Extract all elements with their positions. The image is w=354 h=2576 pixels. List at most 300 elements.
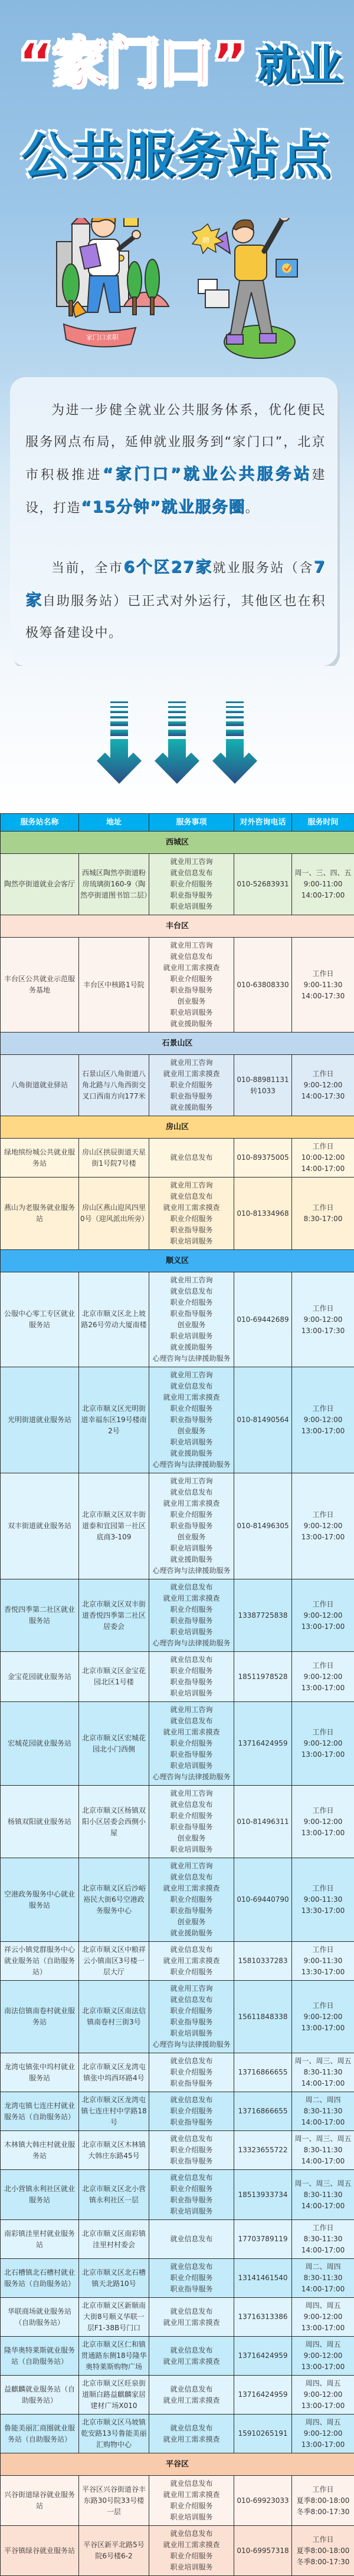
station-name: 北石槽镇北石槽村就业服务站（自助服务站） (1, 2259, 79, 2298)
station-hours-line: 14:00-17:00 (293, 2245, 353, 2256)
station-address: 北京市顺义区光明街道幸福东区19号楼南2号 (79, 1367, 149, 1473)
station-hours-line: 14:00-17:00 (293, 2078, 353, 2089)
station-address: 西城区陶然亭街道粉房琉璃街160-9（陶然亭街道图书馆二层） (79, 854, 149, 915)
station-services-line: 职业介绍服务 (150, 1080, 232, 1091)
station-services-line: 心理咨询与法律援助服务 (150, 1565, 232, 1576)
table-row (1, 1272, 354, 1367)
station-services-line: 职业介绍服务 (150, 1894, 232, 1905)
station-services-line: 创业服务 (150, 1833, 232, 1844)
station-name: 杨镇双阳就业服务站 (1, 1786, 79, 1858)
title-line-1 (12, 37, 348, 91)
station-hours (292, 2337, 354, 2376)
station-services-line: 就业信息发布 (150, 2172, 232, 2184)
station-phone: 010-81496311 (234, 1786, 292, 1858)
station-hours-line: 周四、周五 (293, 2300, 353, 2311)
station-services (149, 2259, 234, 2298)
station-services-line: 职业介绍服务 (150, 1967, 232, 1978)
station-hours-line: 9:00-11:00 (293, 879, 353, 890)
station-services-line: 职业介绍服务 (150, 2145, 232, 2156)
station-services-line: 创业服务 (150, 1917, 232, 1928)
station-hours-line: 9:00-12:00 (293, 2011, 353, 2023)
envelope-icon (124, 218, 138, 226)
station-services-line: 职业介绍服务 (150, 2272, 232, 2284)
station-hours-line: 工作日 (293, 1805, 353, 1816)
station-name: 陶然亭街道就业会客厅 (1, 854, 79, 915)
station-services-line: 职业介绍服务 (150, 1213, 232, 1225)
table-row (1, 1177, 354, 1250)
station-name: 燕山为老服务就业服务站 (1, 1177, 79, 1250)
station-phone: 13716866655 (234, 2053, 292, 2092)
station-hours-line: 周二、周四 (293, 2095, 353, 2106)
district-name: 房山区 (1, 1116, 354, 1139)
station-phone: 010-69923033 (234, 2476, 292, 2526)
station-services (149, 938, 234, 1033)
station-name: 空港政务服务中心就业服务站 (1, 1858, 79, 1942)
station-services-line: 心理咨询与法律援助服务 (150, 1638, 232, 1649)
station-hours-line: 9:00-12:00 (293, 2311, 353, 2323)
station-hours-line: 周一、周三、周五 (293, 2056, 353, 2067)
station-phone: 13716424959 (234, 2376, 292, 2415)
station-hours-line: 8:30-11:30 (293, 2189, 353, 2201)
station-services-line: 就业用工需求摸查 (150, 2317, 232, 2328)
station-address: 平谷区兴谷街道谷丰东路30号院33号楼一层 (79, 2476, 149, 2526)
table-header-row (1, 814, 354, 832)
station-services (149, 1942, 234, 1981)
svg-text:家门口求职: 家门口求职 (86, 333, 119, 341)
station-services-line: 心理咨询与法律援助服务 (150, 1353, 232, 1364)
station-services (149, 2220, 234, 2259)
station-services-line: 就业信息发布 (150, 1944, 232, 1955)
station-hours-line: 工作日 (293, 1303, 353, 1314)
station-hours-line: 13:30-17:00 (293, 1967, 353, 1978)
station-services-line: 心理咨询与法律援助服务 (150, 1459, 232, 1470)
station-hours-line: 13:00-17:00 (293, 1683, 353, 1694)
table-row (1, 2526, 354, 2576)
station-address: 丰台区中核路1号院 (79, 938, 149, 1033)
station-hours-line: 13:00-17:00 (293, 1621, 353, 1632)
station-services-line: 职业指导服务 (150, 1822, 232, 1833)
station-services-line: 创业服务 (150, 1426, 232, 1437)
station-name: 益麒麟就业服务站（自助服务站） (1, 2376, 79, 2415)
table-row (1, 2298, 354, 2337)
station-services (149, 2053, 234, 2092)
station-services-line: 就业用工需求摸查 (150, 1593, 232, 1604)
station-hours (292, 1702, 354, 1786)
station-phone: 13716313386 (234, 2298, 292, 2337)
station-phone: 010-63808330 (234, 938, 292, 1033)
table-row (1, 2092, 354, 2131)
station-phone: 18513933734 (234, 2170, 292, 2220)
station-hours (292, 2170, 354, 2220)
intro-text: 。 (245, 501, 260, 516)
station-services-line: 职业培训服务 (150, 1543, 232, 1554)
station-hours-line: 9:00-12:00 (293, 2350, 353, 2361)
station-address: 北京市顺义区南法信镇南卷村三街3号 (79, 1981, 149, 2053)
station-hours-line: 冬季8:00-17:30 (293, 2557, 353, 2568)
recruit-badge-icon (192, 224, 223, 253)
station-services-line: 就业信息发布 (150, 2095, 232, 2106)
station-services-line: 就业信息发布 (150, 2234, 232, 2245)
station-hours (292, 2259, 354, 2298)
station-services-line: 就业用工需求摸查 (150, 1392, 232, 1403)
station-hours-line: 9:00-12:00 (293, 1816, 353, 1828)
station-phone: 15810337283 (234, 1942, 292, 1981)
station-hours-line: 8:30-11:30 (293, 2067, 353, 2078)
station-hours (292, 1055, 354, 1116)
district-name: 石景山区 (1, 1033, 354, 1055)
station-services-line: 职业指导服务 (150, 2156, 232, 2167)
station-services-line: 就业用工咨询 (150, 1704, 232, 1716)
station-address: 北京市顺义区双丰街道香悦四季第二社区居委会 (79, 1579, 149, 1652)
station-hours-line: 8:30-11:30 (293, 2145, 353, 2156)
station-hours-line: 工作日 (293, 1068, 353, 1080)
ribbon-banner (64, 324, 136, 347)
station-hours-line: 周四、周五 (293, 2339, 353, 2350)
intro-highlight: 6个区27家 (123, 558, 212, 576)
station-services (149, 2526, 234, 2576)
station-services (149, 2170, 234, 2220)
station-services-line: 就业援助服务 (150, 1102, 232, 1113)
station-services-line: 职业介绍服务 (150, 2501, 232, 2512)
station-address: 北京市顺义区仁和镇贯通路东侧18号隆华奥特莱斯购物广场 (79, 2337, 149, 2376)
station-services-line: 职业培训服务 (150, 2512, 232, 2523)
station-services-line: 职业指导服务 (150, 1414, 232, 1426)
district-header-row (1, 915, 354, 938)
station-hours-line: 14:00-17:00 (293, 2156, 353, 2167)
station-hours-line: 9:00-12:00 (293, 1414, 353, 1426)
station-services-line: 创业服务 (150, 1320, 232, 1331)
station-address: 北京市顺义区北上坡路26号劳动大厦南楼 (79, 1272, 149, 1367)
table-row (1, 2337, 354, 2376)
station-name: 双丰街道就业服务站 (1, 1473, 79, 1579)
station-services-line: 创业服务 (150, 996, 232, 1007)
col-header-address: 地址 (79, 814, 149, 832)
station-services-line: 职业培训服务 (150, 1007, 232, 1018)
district-name: 平谷区 (1, 2453, 354, 2476)
station-phone: 010-81496305 (234, 1473, 292, 1579)
station-hours-line: 9:00-11:30 (293, 1894, 353, 1905)
station-hours-line: 9:00-12:00 (293, 2428, 353, 2439)
station-hours (292, 1579, 354, 1652)
station-hours-line: 工作日 (293, 1509, 353, 1520)
station-services-line: 就业信息发布 (150, 2056, 232, 2067)
title-red-text: “家门口” (18, 37, 247, 91)
station-hours (292, 1177, 354, 1250)
station-services-line: 就业信息发布 (150, 1994, 232, 2006)
col-header-hours: 服务时间 (292, 814, 354, 832)
station-name: 北小营镇永利社区就业服务站 (1, 2170, 79, 2220)
station-services-line: 就业用工咨询 (150, 1861, 232, 1872)
station-services-line: 就业用工需求摸查 (150, 2434, 232, 2445)
station-services-line: 职业培训服务 (150, 1844, 232, 1855)
table-row (1, 2476, 354, 2526)
station-services-line: 就业用工需求摸查 (150, 962, 232, 974)
station-hours (292, 1473, 354, 1579)
station-services-line: 职业培训服务 (150, 901, 232, 912)
station-hours-line: 14:00-17:00 (293, 2117, 353, 2128)
station-services-line: 职业培训服务 (150, 1627, 232, 1638)
district-header-row (1, 1250, 354, 1272)
station-address: 北京市顺义区双丰街道泰和宜园第一社区底商3-109 (79, 1473, 149, 1579)
table-row (1, 2259, 354, 2298)
station-hours-line: 8:30-11:30 (293, 2234, 353, 2245)
station-services-line: 职业介绍服务 (150, 1604, 232, 1615)
station-name: 宏城花园就业服务站 (1, 1702, 79, 1786)
station-hours-line: 9:00-11:30 (293, 1955, 353, 1967)
station-hours-line: 13:00-17:00 (293, 1749, 353, 1760)
station-hours-line: 9:00-12:00 (293, 1738, 353, 1749)
station-services-line: 职业介绍服务 (150, 2184, 232, 2195)
station-name: 隆华奥特莱斯就业服务站（自助服务站） (1, 2337, 79, 2376)
station-address: 北京市顺义区北小营镇永利社区一层 (79, 2170, 149, 2220)
station-services-line: 就业信息发布 (150, 2306, 232, 2317)
district-header-row (1, 1116, 354, 1139)
station-services-line: 就业援助服务 (150, 1018, 232, 1030)
station-services-line: 就业信息发布 (150, 2345, 232, 2356)
station-hours-line: 9:00-11:30 (293, 979, 353, 991)
station-hours-line: 14:00-17:30 (293, 1091, 353, 1102)
station-services (149, 2476, 234, 2526)
station-services (149, 1139, 234, 1177)
col-header-name: 服务站名称 (1, 814, 79, 832)
station-services-line: 职业培训服务 (150, 2206, 232, 2217)
intro-text: 为进一步健全就业公共服务体系，优化便民服务网点布局，延伸就业服务到“家门口”，北京市积极推进 (25, 403, 326, 483)
arrow-down-icon (212, 701, 257, 784)
station-hours-line: 工作日 (293, 2534, 353, 2545)
station-name: 丰台区公共就业示范服务基地 (1, 938, 79, 1033)
station-address: 北京市顺义区后沙峪裕民大街6号空港政务服务中心 (79, 1858, 149, 1942)
station-hours-line: 工作日 (293, 1883, 353, 1894)
station-hours-line: 13:00-17:00 (293, 1532, 353, 1543)
station-hours-line: 14:00-17:00 (293, 2284, 353, 2295)
station-services-line: 职业介绍服务 (150, 974, 232, 985)
station-phone: 010-69442689 (234, 1272, 292, 1367)
station-services (149, 1177, 234, 1250)
station-address: 房山区燕山迎风四里0号（迎风派出所旁） (79, 1177, 149, 1250)
station-services-line: 职业指导服务 (150, 1749, 232, 1760)
station-name: 绿地缤纷城公共就业服务站 (1, 1139, 79, 1177)
station-services-line: 就业用工需求摸查 (150, 1883, 232, 1894)
intro-text: 就业服务站（含 (212, 561, 313, 576)
station-phone: 010-69957318 (234, 2526, 292, 2576)
station-address: 北京市顺义区北石槽镇天北路10号 (79, 2259, 149, 2298)
arrow-down-icon (97, 701, 142, 784)
station-address: 房山区拱辰街道天星街1号院7号楼 (79, 1139, 149, 1177)
station-hours-line: 9:00-12:00 (293, 2389, 353, 2400)
table-row (1, 1702, 354, 1786)
station-hours (292, 2092, 354, 2131)
station-name: 香悦四季第二社区就业服务站 (1, 1579, 79, 1652)
station-services-line: 就业信息发布 (150, 2423, 232, 2434)
station-name: 鲁能美丽汇商圈就业服务站（自助服务站） (1, 2415, 79, 2453)
station-name: 光明街道就业服务站 (1, 1367, 79, 1473)
station-hours-line: 8:30-11:30 (293, 2272, 353, 2284)
station-hours-line: 工作日 (293, 968, 353, 979)
table-row (1, 1942, 354, 1981)
station-services-line: 就业用工咨询 (150, 940, 232, 951)
station-services (149, 1702, 234, 1786)
station-hours-line: 9:00-12:00 (293, 1314, 353, 1325)
station-services-line: 就业信息发布 (150, 1152, 232, 1163)
station-services-line: 职业介绍服务 (150, 1810, 232, 1822)
district-name: 西城区 (1, 832, 354, 854)
station-hours (292, 2476, 354, 2526)
station-hours (292, 2415, 354, 2453)
table-row (1, 1139, 354, 1177)
station-hours-line: 工作日 (293, 1141, 353, 1152)
station-name: 兴谷街道绿谷就业服务站 (1, 2476, 79, 2526)
station-services-line: 职业培训服务 (150, 1236, 232, 1247)
station-services (149, 1579, 234, 1652)
job-seekers-illustration (0, 218, 354, 377)
station-services-line: 就业用工咨询 (150, 1983, 232, 1994)
station-hours-line: 周二、周四 (293, 2261, 353, 2272)
station-services-line: 就业信息发布 (150, 1872, 232, 1883)
station-services-line: 就业用工咨询 (150, 1180, 232, 1191)
table-row (1, 2170, 354, 2220)
station-services (149, 2376, 234, 2415)
station-services-line: 职业指导服务 (150, 2195, 232, 2206)
station-phone: 15910265191 (234, 2415, 292, 2453)
station-hours-line: 13:00-17:00 (293, 1426, 353, 1437)
station-services (149, 1473, 234, 1579)
intro-highlight: “家门口”就业公共服务站 (103, 465, 312, 483)
station-services-line: 职业介绍服务 (150, 1403, 232, 1414)
station-services (149, 1272, 234, 1367)
station-phone: 010-81334968 (234, 1177, 292, 1250)
station-phone: 13716866655 (234, 2092, 292, 2131)
station-address: 北京市顺义区南彩镇洼里村村委会 (79, 2220, 149, 2259)
station-services-line: 就业用工咨询 (150, 856, 232, 868)
station-hours-line: 工作日 (293, 2484, 353, 2495)
station-phone: 010-88981131转1033 (234, 1055, 292, 1116)
station-phone: 17703789119 (234, 2220, 292, 2259)
table-row (1, 2053, 354, 2092)
station-hours (292, 1942, 354, 1981)
station-address: 北京市顺义区龙湾屯镇七连庄村中学路18号 (79, 2092, 149, 2131)
station-phone: 010-69440790 (234, 1858, 292, 1942)
station-services-line: 职业介绍服务 (150, 2006, 232, 2017)
station-services-line: 就业用工需求摸查 (150, 1727, 232, 1738)
document-icon (205, 290, 229, 308)
table-row (1, 1473, 354, 1579)
station-services-line: 职业介绍服务 (150, 1665, 232, 1677)
station-services-line: 职业介绍服务 (150, 2106, 232, 2117)
col-header-phone: 对外咨询电话 (234, 814, 292, 832)
table-row (1, 1652, 354, 1702)
station-hours-line: 14:00-17:00 (293, 890, 353, 901)
station-hours (292, 854, 354, 915)
station-address: 北京市顺义区马坡镇乾安路13号鲁能美丽汇购物中心 (79, 2415, 149, 2453)
station-hours-line: 9:00-12:00 (293, 1610, 353, 1621)
station-phone: 010-52683931 (234, 854, 292, 915)
station-services-line: 就业信息发布 (150, 2384, 232, 2395)
station-services-line: 职业培训服务 (150, 1437, 232, 1448)
station-services-line: 就业用工需求摸查 (150, 1202, 232, 1213)
intro-highlight: “15分钟”就业服务圈 (81, 498, 245, 516)
station-services-line: 职业培训服务 (150, 1760, 232, 1772)
station-services-line: 就业用工咨询 (150, 1370, 232, 1381)
station-hours (292, 1858, 354, 1942)
station-name: 木林镇大韩庄村就业服务站 (1, 2131, 79, 2170)
station-hours (292, 1139, 354, 1177)
station-address: 北京市顺义区旺泉街道顺白路益麒麟家居建材广场X010 (79, 2376, 149, 2415)
station-services (149, 2415, 234, 2453)
table-row (1, 1579, 354, 1652)
station-hours-line: 13:30-17:00 (293, 1905, 353, 1917)
station-services (149, 854, 234, 915)
station-services (149, 1786, 234, 1858)
station-hours (292, 1981, 354, 2053)
station-services (149, 1055, 234, 1116)
station-services-line: 就业信息发布 (150, 1799, 232, 1810)
station-services-line: 就业援助服务 (150, 1928, 232, 1939)
station-phone: 13716424959 (234, 1702, 292, 1786)
table-row (1, 2415, 354, 2453)
station-hours (292, 2298, 354, 2337)
station-services-line: 职业介绍服务 (150, 1509, 232, 1520)
station-name: 华联商场就业服务站（自助服务站） (1, 2298, 79, 2337)
title-blue-text: 就业 (257, 44, 342, 86)
station-services-line: 就业信息发布 (150, 1716, 232, 1727)
station-services-line: 就业信息发布 (150, 1582, 232, 1593)
station-address: 平谷区新平北路5号院6号楼6-2 (79, 2526, 149, 2576)
table-row (1, 854, 354, 915)
station-hours-line: 工作日 (293, 2222, 353, 2234)
station-services-line: 职业指导服务 (150, 1520, 232, 1532)
station-name: 南彩镇洼里村就业服务站 (1, 2220, 79, 2259)
station-address: 北京市顺义区木林镇大韩庄东路45号 (79, 2131, 149, 2170)
station-services-line: 职业指导服务 (150, 2078, 232, 2089)
station-hours-line: 工作日 (293, 2000, 353, 2011)
station-hours-line: 9:00-12:00 (293, 1520, 353, 1532)
station-services-line: 心理咨询与法律援助服务 (150, 1772, 232, 1783)
station-hours-line: 9:00-12:00 (293, 1671, 353, 1683)
station-services-line: 就业用工需求摸查 (150, 1955, 232, 1967)
intro-section (0, 377, 354, 666)
intro-card (10, 377, 337, 666)
station-services-line: 心理咨询与法律援助服务 (150, 2039, 232, 2050)
station-services-line: 就业信息发布 (150, 1487, 232, 1498)
station-services-line: 职业介绍服务 (150, 879, 232, 890)
arrow-down-icon (155, 701, 199, 784)
station-hours-line: 工作日 (293, 1403, 353, 1414)
station-services-line: 就业用工咨询 (150, 1057, 232, 1068)
station-phone: 18511978528 (234, 1652, 292, 1702)
station-hours-line: 13:00-17:00 (293, 2400, 353, 2412)
intro-text: 当前，全市 (51, 561, 123, 576)
station-services-line: 就业信息发布 (150, 1286, 232, 1297)
station-hours (292, 1272, 354, 1367)
station-services-line: 就业信息发布 (150, 2261, 232, 2272)
station-services-line: 职业培训服务 (150, 1688, 232, 1699)
station-hours (292, 2526, 354, 2576)
station-services (149, 1652, 234, 1702)
station-hours-line: 10:00-12:00 (293, 1152, 353, 1163)
station-services (149, 2131, 234, 2170)
station-name: 南法信镇南卷村就业服务站 (1, 1981, 79, 2053)
table-row (1, 1055, 354, 1116)
title-line-2: 公共服务站点 (0, 131, 354, 180)
station-hours (292, 1367, 354, 1473)
station-address: 北京市顺义区杨镇双阳小区居委会西侧小屋 (79, 1786, 149, 1858)
person-right-icon (212, 218, 295, 358)
station-hours-line: 夏季8:00-18:00 (293, 2545, 353, 2557)
station-address: 北京市顺义区龙湾屯镇张中坞西环路4号 (79, 2053, 149, 2092)
station-services-line: 职业指导服务 (150, 2117, 232, 2128)
table-row (1, 1786, 354, 1858)
station-services-line: 就业信息发布 (150, 951, 232, 962)
